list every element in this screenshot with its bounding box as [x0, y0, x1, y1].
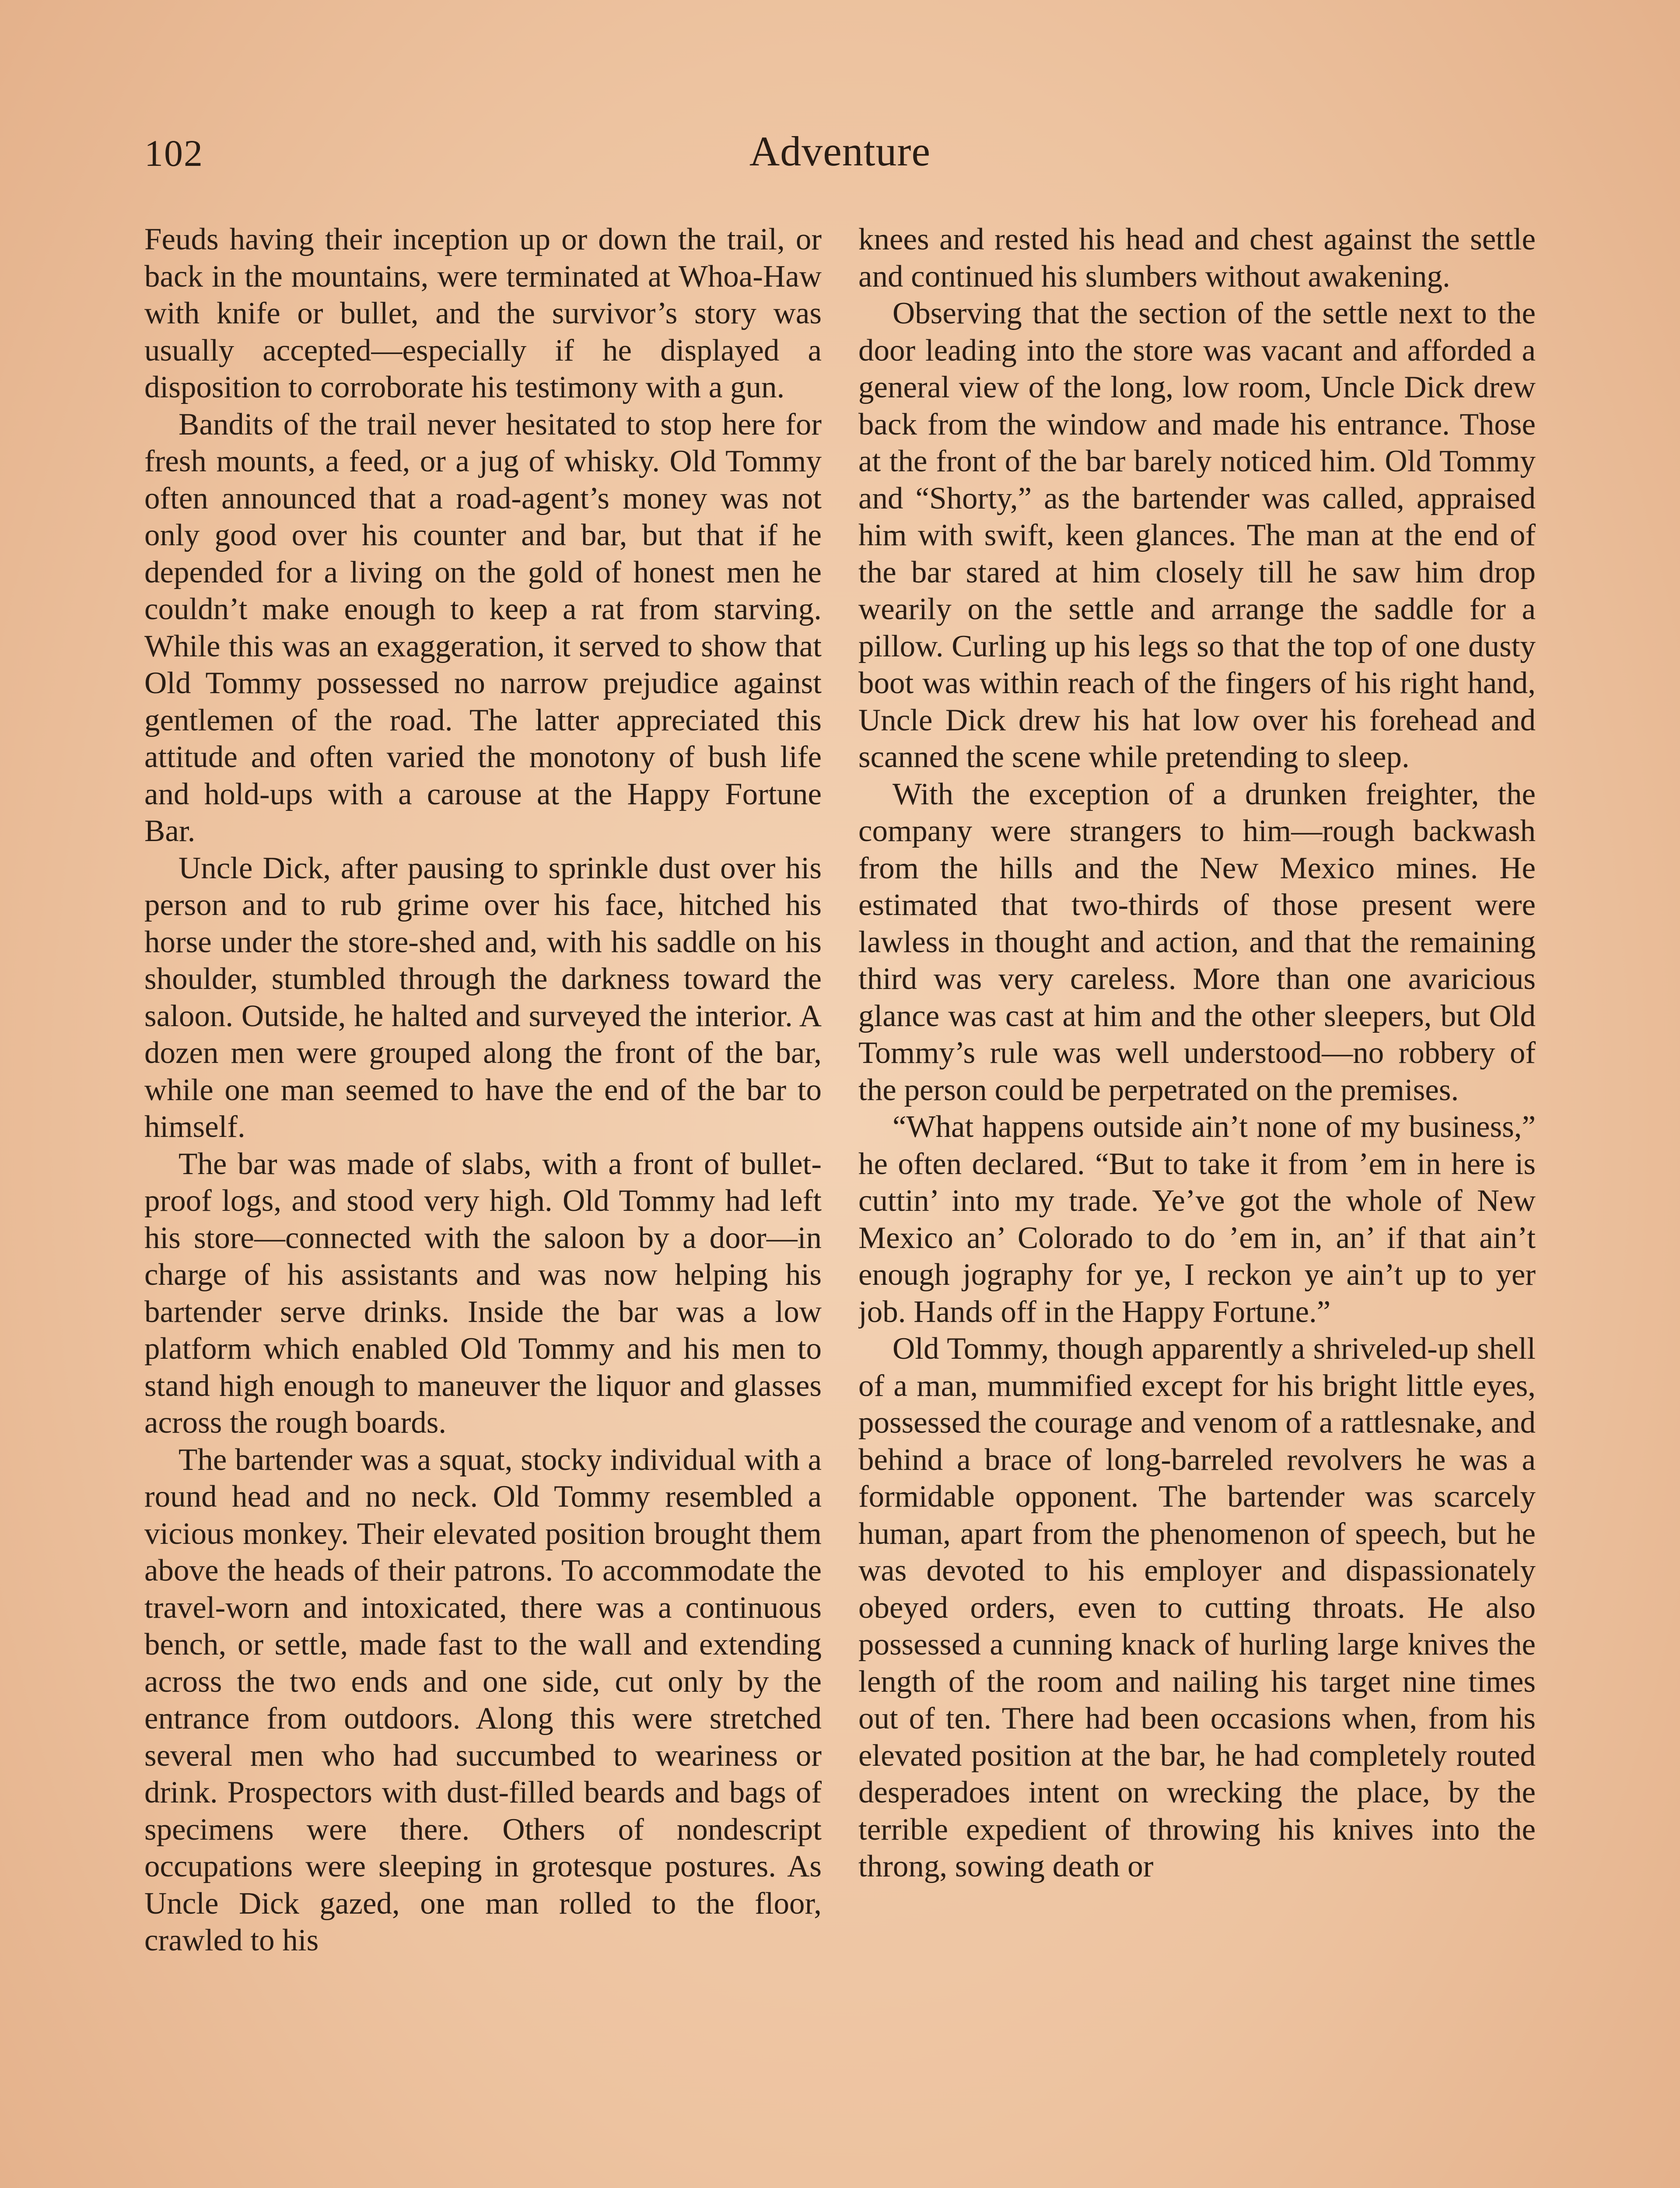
page-header — [144, 127, 1536, 188]
paragraph: Uncle Dick, after pausing to sprinkle dust over his person and to rub grime over his face, hitched his horse under the store-shed and, with his saddle on his shoulder, stumbled through the darkness toward the saloon. Outside, he halted and surveyed the interior. A dozen men were grouped along the front of the bar, while one man seemed to have the end of the bar to himself. — [144, 851, 822, 1144]
paragraph: Observing that the section of the settle next to the door leading into the store was vacant and afforded a general view of the long, low room, Uncle Dick drew back from the window and made his entrance. Those at the front of the bar barely noticed him. Old Tommy and “Shorty,” as the bartender was called, appraised him with swift, keen glances. The man at the end of the bar stared at him closely till he saw him drop wearily on the settle and arrange the saddle for a pillow. Curling up his legs so that the top of one dusty boot was within reach of the fingers of his right hand, Uncle Dick drew his hat low over his forehead and scanned the scene while pretending to sleep. — [858, 296, 1536, 774]
paragraph: The bar was made of slabs, with a front of bullet-proof logs, and stood very high. Old Tommy had left his store—connected with the saloon by a door—in charge of his assistants and was now helping his bartender serve drinks. Inside the bar was a low platform which enabled Old Tommy and his men to stand high enough to maneuver the liquor and glasses across the rough boards. — [144, 1147, 822, 1440]
text-columns — [144, 221, 1536, 2188]
paragraph: With the exception of a drunken freighter, the company were strangers to him—rough backwash from the hills and the New Mexico mines. He estimated that two-thirds of those present were lawless in thought and action, and that the remaining third was very careless. More than one avaricious glance was cast at him and the other sleepers, but Old Tommy’s rule was well understood—no robbery of the person could be perpetrated on the premises. — [858, 777, 1536, 1107]
right-column — [858, 221, 1536, 2188]
paragraph: The bartender was a squat, stocky individual with a round head and no neck. Old Tommy resembled a vicious monkey. Their elevated position brought them above the heads of their patrons. To accommodate the travel-worn and intoxicated, there was a continuous bench, or settle, made fast to the wall and extending across the two ends and one side, cut only by the entrance from outdoors. Along this were stretched several men who had succumbed to weariness or drink. Prospectors with dust-filled beards and bags of specimens were there. Others of nondescript occupations were sleeping in grotesque postures. As Uncle Dick gazed, one man rolled to the floor, crawled to his — [144, 1442, 822, 1957]
paragraph: Old Tommy, though apparently a shriveled-up shell of a man, mummified except for his bright little eyes, possessed the courage and venom of a rattlesnake, and behind a brace of long-barreled revolvers he was a formidable opponent. The bartender was scarcely human, apart from the phenomenon of speech, but he was devoted to his employer and dispassionately obeyed orders, even to cutting throats. He also possessed a cunning knack of hurling large knives the length of the room and nailing his target nine times out of ten. There had been occasions when, from his elevated position at the bar, he had completely routed desperadoes intent on wrecking the place, by the terrible expedient of throwing his knives into the throng, sowing death or — [858, 1332, 1536, 1883]
left-column — [144, 221, 822, 2188]
paragraph: Bandits of the trail never hesitated to stop here for fresh mounts, a feed, or a jug of whisky. Old Tommy often announced that a road-agent’s money was not only good over his counter and bar, but that if he depended for a living on the gold of honest men he couldn’t make enough to keep a rat from starving. While this was an exaggeration, it served to show that Old Tommy possessed no narrow prejudice against gentlemen of the road. The latter appreciated this attitude and often varied the monotony of bush life and hold-ups with a carouse at the Happy Fortune Bar. — [144, 407, 822, 848]
paragraph: Feuds having their inception up or down the trail, or back in the mountains, were terminated at Whoa-Haw with knife or bullet, and the survivor’s story was usually accepted—especially if he displayed a disposition to corroborate his testimony with a gun. — [144, 222, 822, 404]
paragraph: “What happens outside ain’t none of my business,” he often declared. “But to take it from ’em in here is cuttin’ into my trade. Ye’ve got the whole of New Mexico an’ Colorado to do ’em in, an’ if that ain’t enough jography for ye, I reckon ye ain’t up to yer job. Hands off in the Happy Fortune.” — [858, 1110, 1536, 1329]
running-title: Adventure — [749, 128, 931, 175]
paragraph: knees and rested his head and chest against the settle and continued his slumbers without awakening. — [858, 222, 1536, 294]
page-number: 102 — [144, 132, 203, 174]
